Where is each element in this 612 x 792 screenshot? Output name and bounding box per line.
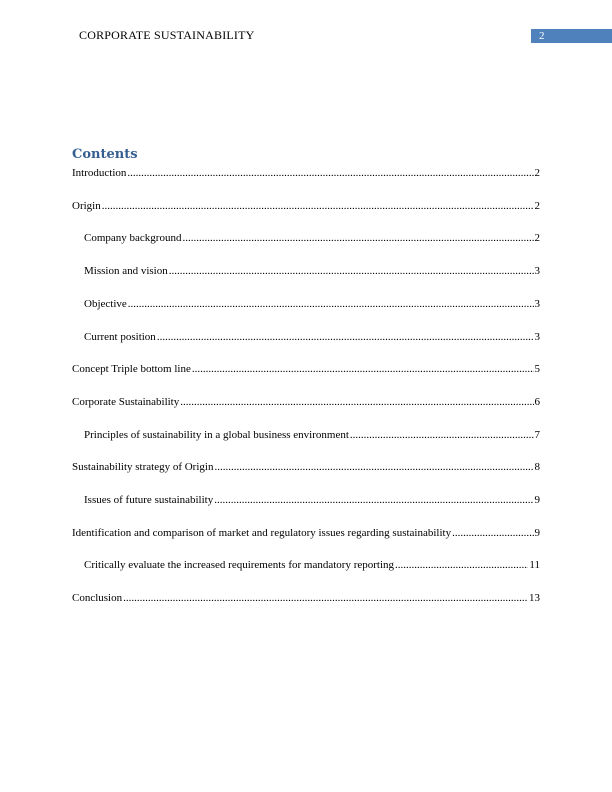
toc-entry-page: 13	[529, 592, 540, 605]
toc-entry[interactable]	[72, 199, 540, 213]
toc-entry[interactable]	[72, 460, 540, 474]
toc-entry-page: 11	[529, 559, 540, 572]
toc-leader-dots	[127, 166, 533, 180]
toc-leader-dots	[214, 493, 533, 507]
toc-entry-page: 5	[534, 363, 540, 376]
toc-entry-title: Critically evaluate the increased requirements for mandatory reporting	[84, 559, 395, 572]
toc-entry-page: 7	[534, 428, 540, 441]
toc-entry-page: 3	[534, 297, 540, 310]
toc-leader-dots	[192, 362, 534, 376]
toc-entry-title: Company background	[84, 232, 182, 245]
toc-leader-dots	[395, 558, 528, 572]
toc-leader-dots	[452, 526, 533, 540]
toc-entry-page: 6	[534, 395, 540, 408]
toc-entry[interactable]	[84, 297, 540, 311]
toc-entry[interactable]	[72, 166, 540, 180]
toc-entry-page: 2	[534, 167, 540, 179]
toc-entry-title: Conclusion	[72, 592, 123, 605]
toc-entry[interactable]	[84, 558, 540, 572]
page-number-bar	[531, 29, 612, 43]
toc-entry-title: Corporate Sustainability	[72, 395, 180, 408]
toc-leader-dots	[169, 264, 534, 278]
toc-entry-title: Identification and comparison of market and regulatory issues regarding sustainability	[72, 526, 452, 539]
toc-entry-page: 9	[534, 494, 540, 506]
running-header-title: CORPORATE SUSTAINABILITY	[79, 28, 255, 42]
toc-leader-dots	[128, 297, 534, 311]
toc-entry-title: Concept Triple bottom line	[72, 363, 191, 376]
toc-entry-page: 3	[534, 330, 540, 343]
toc-entry-page: 3	[534, 265, 540, 278]
toc-entry-title: Sustainability strategy of Origin	[72, 461, 214, 474]
toc-entry[interactable]	[72, 362, 540, 376]
toc-entry-page: 2	[534, 199, 540, 212]
toc-leader-dots	[180, 395, 533, 409]
toc-heading: Contents	[72, 147, 138, 162]
toc-leader-dots	[102, 199, 534, 213]
toc-entry[interactable]	[84, 330, 540, 344]
toc-entry[interactable]	[72, 591, 540, 605]
toc-entry[interactable]	[72, 395, 540, 409]
toc-leader-dots	[350, 428, 534, 442]
toc-entry-title: Mission and vision	[84, 265, 168, 278]
toc-entry[interactable]	[84, 264, 540, 278]
toc-entry-title: Objective	[84, 297, 127, 310]
toc-leader-dots	[157, 330, 534, 344]
toc-entry[interactable]	[84, 231, 540, 245]
toc-entry-title: Current position	[84, 330, 156, 343]
toc-entry[interactable]	[84, 428, 540, 442]
toc-entry[interactable]	[84, 493, 540, 507]
toc-leader-dots	[123, 591, 528, 605]
toc-entry-page: 9	[534, 526, 540, 539]
toc-entry[interactable]	[72, 526, 540, 540]
toc-entry-page: 8	[534, 461, 540, 474]
toc-entry-title: Principles of sustainability in a global business environment	[84, 428, 349, 441]
toc-entry-title: Issues of future sustainability	[84, 494, 214, 506]
toc-entry-title: Origin	[72, 199, 101, 212]
page-number: 2	[539, 30, 545, 42]
toc-entry-title: Introduction	[72, 167, 127, 179]
toc-leader-dots	[182, 231, 533, 245]
toc-leader-dots	[214, 460, 533, 474]
toc-entry-page: 2	[534, 232, 540, 245]
